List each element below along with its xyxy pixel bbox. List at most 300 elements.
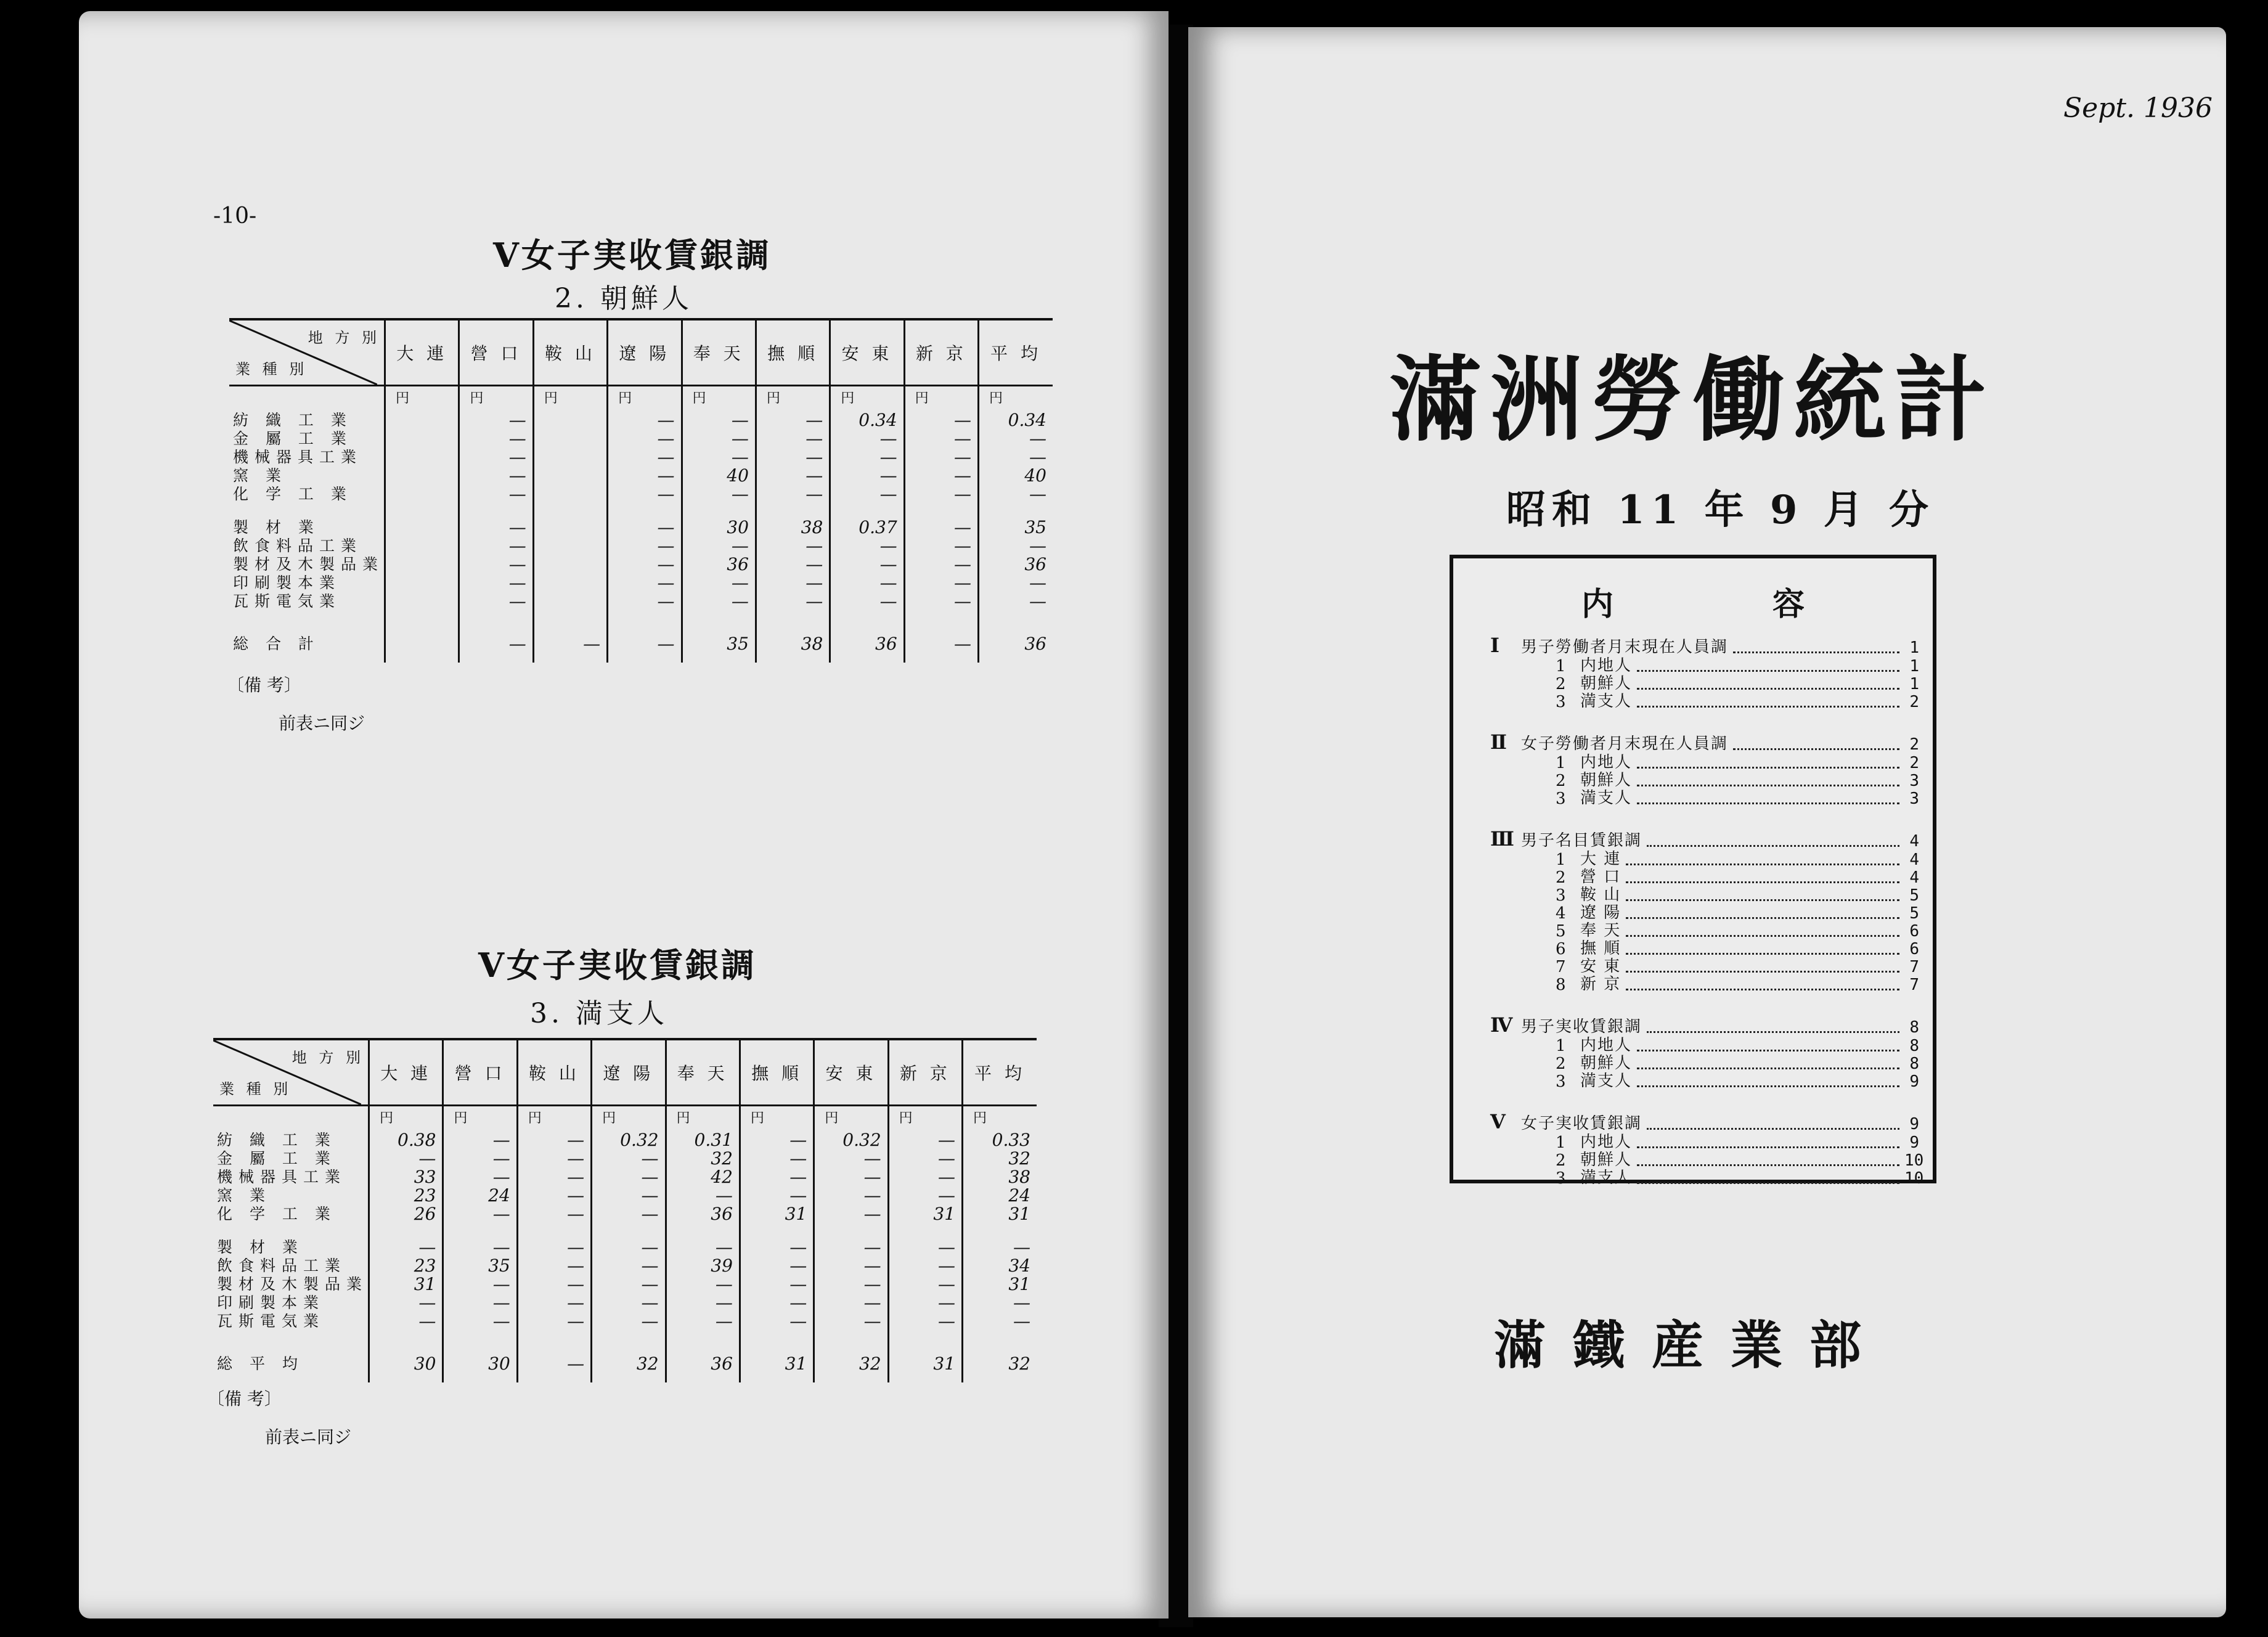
toc-item-title: 朝鮮人 (1580, 771, 1633, 790)
row-label: 化 学 工 業 (233, 485, 353, 503)
spacer-cell (592, 1331, 666, 1345)
row-label: 金 屬 工 業 (233, 430, 353, 447)
value-cell (385, 574, 459, 592)
toc-page-number: 3 (1909, 772, 1919, 790)
toc-leader-dots (1626, 953, 1899, 955)
toc-leader-dots (1637, 688, 1899, 690)
value-cell: — (740, 1186, 814, 1205)
value-cell: 38 (963, 1168, 1037, 1186)
table1-remark-label: 〔備 考〕 (227, 675, 301, 695)
spacer-cell (904, 611, 978, 626)
table-row (213, 1131, 1037, 1149)
value-cell: — (666, 1238, 740, 1257)
value-cell: — (592, 1168, 666, 1186)
total-value-cell: 38 (756, 626, 830, 663)
table-row (213, 1186, 1037, 1205)
toc-section (1490, 827, 1919, 851)
toc-section-title: 男子勞働者月末現在人員調 (1521, 638, 1729, 656)
value-cell: — (443, 1294, 517, 1312)
toc-page-number: 2 (1909, 693, 1919, 711)
value-cell (385, 448, 459, 467)
toc-roman-numeral: Ⅱ (1490, 730, 1507, 754)
value-cell: — (979, 430, 1053, 448)
corner-region-label: 地 方 別 (292, 1049, 365, 1066)
value-cell: — (888, 1275, 962, 1294)
value-cell: — (517, 1131, 591, 1149)
toc-item (1490, 886, 1919, 905)
toc-item (1490, 958, 1919, 976)
toc-leader-dots (1637, 767, 1899, 769)
toc-item-title: 大 連 (1580, 850, 1621, 868)
value-cell: — (888, 1131, 962, 1149)
value-cell (533, 448, 607, 467)
total-value-cell: — (517, 1345, 591, 1382)
value-cell: — (592, 1275, 666, 1294)
toc-page-number: 5 (1909, 904, 1919, 923)
value-cell: — (888, 1312, 962, 1331)
table-row (213, 1275, 1037, 1294)
value-cell: 35 (979, 518, 1053, 537)
table2-remark-label: 〔備 考〕 (207, 1389, 282, 1409)
value-cell: — (517, 1168, 591, 1186)
value-cell (533, 518, 607, 537)
value-cell: — (459, 485, 533, 504)
toc-item-title: 遼 陽 (1580, 904, 1621, 922)
value-cell: — (814, 1238, 888, 1257)
toc-page-number: 1 (1909, 639, 1919, 657)
toc-item-number: 1 (1556, 657, 1566, 676)
value-cell: — (682, 448, 756, 467)
toc-item-title: 安 東 (1580, 957, 1621, 976)
value-cell: — (517, 1275, 591, 1294)
value-cell: — (904, 485, 978, 504)
value-cell: — (830, 430, 904, 448)
row-label: 瓦斯電気業 (233, 592, 341, 610)
value-cell: 31 (963, 1205, 1037, 1223)
value-cell: — (608, 574, 682, 592)
value-cell: — (830, 555, 904, 574)
value-cell: — (608, 485, 682, 504)
column-header: 奉 天 (682, 319, 756, 386)
issue-date: 昭和 11 年 9 月 分 (1506, 487, 1935, 533)
row-label: 紡 織 工 業 (217, 1131, 337, 1149)
toc-item-number: 3 (1556, 886, 1566, 905)
row-label: 印刷製本業 (233, 574, 341, 592)
value-cell: — (666, 1275, 740, 1294)
total-value-cell: — (608, 626, 682, 663)
table-row (229, 411, 1053, 430)
value-cell (385, 537, 459, 555)
table-row (229, 574, 1053, 592)
value-cell: — (756, 485, 830, 504)
column-header: 鞍 山 (533, 319, 607, 386)
toc-item (1490, 1072, 1919, 1091)
value-cell: — (740, 1312, 814, 1331)
publisher: 滿鐵産業部 (1494, 1315, 1889, 1376)
value-cell: 42 (666, 1168, 740, 1186)
toc-page-number: 4 (1909, 851, 1919, 869)
spacer-cell (979, 504, 1053, 518)
row-label: 製材及木製品業 (233, 555, 385, 573)
spacer-cell (385, 504, 459, 518)
unit-cell: 円 (592, 1106, 666, 1132)
table-row (229, 448, 1053, 467)
value-cell: — (888, 1149, 962, 1168)
value-cell: — (740, 1149, 814, 1168)
value-cell (533, 411, 607, 430)
toc-item (1490, 940, 1919, 958)
value-cell: 0.32 (814, 1131, 888, 1149)
value-cell: — (608, 448, 682, 467)
spacer-cell (830, 611, 904, 626)
value-cell: — (814, 1186, 888, 1205)
value-cell: 35 (443, 1257, 517, 1275)
toc-leader-dots (1637, 1182, 1899, 1184)
value-cell: — (756, 467, 830, 485)
total-value-cell: 32 (814, 1345, 888, 1382)
value-cell: — (740, 1131, 814, 1149)
value-cell: — (740, 1168, 814, 1186)
total-value-cell: 35 (682, 626, 756, 663)
table-corner (229, 319, 385, 386)
table2-title: Ⅴ女子実收賃銀調 (478, 945, 757, 985)
value-cell: — (740, 1257, 814, 1275)
value-cell: 31 (888, 1205, 962, 1223)
value-cell: — (443, 1168, 517, 1186)
total-row (229, 626, 1053, 663)
table-row (229, 537, 1053, 555)
toc-item-title: 朝鮮人 (1580, 1054, 1633, 1072)
spacer-cell (963, 1331, 1037, 1345)
value-cell: — (608, 555, 682, 574)
column-header: 安 東 (830, 319, 904, 386)
spacer-cell (517, 1331, 591, 1345)
column-header: 大 連 (385, 319, 459, 386)
toc-leader-dots (1733, 651, 1899, 653)
value-cell: — (963, 1312, 1037, 1331)
spacer-cell (666, 1331, 740, 1345)
value-cell: — (814, 1275, 888, 1294)
value-cell: — (517, 1238, 591, 1257)
toc-leader-dots (1637, 1164, 1899, 1166)
spacer-cell (229, 504, 385, 518)
toc-roman-numeral: Ⅳ (1490, 1013, 1513, 1037)
toc-item-number: 4 (1556, 904, 1566, 923)
toc-page-number: 9 (1909, 1072, 1919, 1091)
table1-title: Ⅴ女子実收賃銀調 (493, 235, 772, 275)
toc-item (1490, 1037, 1919, 1055)
toc-item-title: 朝鮮人 (1580, 1151, 1633, 1169)
value-cell: — (443, 1275, 517, 1294)
value-cell: 36 (979, 555, 1053, 574)
value-cell: — (682, 430, 756, 448)
contents-heading: 内 容 (1581, 586, 1879, 623)
toc-item-title: 新 京 (1580, 975, 1621, 994)
toc-section (1490, 1013, 1919, 1037)
toc-item-title: 内地人 (1580, 1036, 1633, 1055)
value-cell: — (756, 430, 830, 448)
value-cell: — (443, 1131, 517, 1149)
toc-item-number: 3 (1556, 790, 1566, 808)
row-label: 紡 織 工 業 (233, 411, 353, 429)
value-cell: — (904, 592, 978, 611)
table2-remark: 前表ニ同ジ (265, 1427, 352, 1447)
toc-item (1490, 1169, 1924, 1188)
toc-section-title: 男子実收賃銀調 (1521, 1018, 1642, 1036)
unit-row (229, 386, 1053, 412)
value-cell: — (517, 1312, 591, 1331)
value-cell: — (592, 1238, 666, 1257)
spacer-cell (443, 1331, 517, 1345)
table-row (213, 1294, 1037, 1312)
value-cell: 33 (369, 1168, 443, 1186)
value-cell: — (904, 430, 978, 448)
toc-item (1490, 1133, 1919, 1152)
value-cell: 0.34 (830, 411, 904, 430)
unit-cell: 円 (740, 1106, 814, 1132)
total-value-cell: 31 (740, 1345, 814, 1382)
unit-cell: 円 (963, 1106, 1037, 1132)
column-header: 新 京 (888, 1039, 962, 1106)
value-cell (533, 555, 607, 574)
wage-table-manchurian (213, 1038, 1037, 1382)
value-cell (385, 592, 459, 611)
value-cell: — (592, 1186, 666, 1205)
total-value-cell: — (904, 626, 978, 663)
value-cell: — (666, 1312, 740, 1331)
unit-cell: 円 (979, 386, 1053, 412)
toc-item-title: 内地人 (1580, 753, 1633, 772)
value-cell: — (888, 1168, 962, 1186)
value-cell: 40 (682, 467, 756, 485)
value-cell (533, 592, 607, 611)
toc-page-number: 8 (1909, 1037, 1919, 1055)
toc-leader-dots (1626, 917, 1899, 919)
value-cell: 32 (666, 1149, 740, 1168)
unit-cell: 円 (385, 386, 459, 412)
toc-item-title: 内地人 (1580, 1133, 1633, 1151)
value-cell: — (517, 1294, 591, 1312)
row-label (229, 386, 385, 412)
value-cell: — (608, 592, 682, 611)
value-cell: 38 (756, 518, 830, 537)
toc-leader-dots (1637, 802, 1899, 804)
value-cell: — (904, 467, 978, 485)
spacer-cell (369, 1223, 443, 1238)
toc-page-number: 10 (1904, 1151, 1924, 1170)
table-row (229, 485, 1053, 504)
value-cell: — (756, 555, 830, 574)
spacer-cell (533, 504, 607, 518)
toc-leader-dots (1637, 1068, 1899, 1069)
table-of-contents (1450, 555, 1936, 1188)
value-cell: — (904, 555, 978, 574)
toc-page-number: 1 (1909, 675, 1919, 693)
toc-item (1490, 675, 1919, 693)
toc-item-number: 1 (1556, 1037, 1566, 1055)
value-cell: — (459, 467, 533, 485)
document-title: 滿洲勞働統計 (1389, 346, 1996, 454)
corner-region-label: 地 方 別 (308, 329, 381, 346)
handwritten-date-note: Sept. 1936 (2063, 92, 2213, 124)
value-cell: — (682, 592, 756, 611)
spacer-row (213, 1331, 1037, 1345)
value-cell (533, 430, 607, 448)
toc-item-number: 1 (1556, 754, 1566, 772)
column-header: 平 均 (979, 319, 1053, 386)
table-row (229, 430, 1053, 448)
table-row (213, 1238, 1037, 1257)
spacer-cell (888, 1331, 962, 1345)
table-row (229, 555, 1053, 574)
unit-cell: 円 (666, 1106, 740, 1132)
toc-leader-dots (1626, 989, 1899, 990)
spacer-cell (459, 504, 533, 518)
toc-item-number: 2 (1556, 1055, 1566, 1073)
table-row (229, 518, 1053, 537)
value-cell: — (904, 411, 978, 430)
value-cell: — (459, 430, 533, 448)
value-cell: — (904, 537, 978, 555)
toc-item-number: 1 (1556, 1133, 1566, 1152)
value-cell: — (443, 1312, 517, 1331)
spacer-row (229, 611, 1053, 626)
toc-page-number: 8 (1909, 1055, 1919, 1073)
value-cell: — (979, 448, 1053, 467)
toc-page-number: 10 (1904, 1169, 1924, 1188)
value-cell: — (369, 1294, 443, 1312)
column-header: 撫 順 (756, 319, 830, 386)
page-number: -10- (213, 203, 257, 229)
value-cell (533, 537, 607, 555)
spacer-cell (740, 1331, 814, 1345)
toc-item-title: 撫 順 (1580, 939, 1621, 958)
value-cell: 0.33 (963, 1131, 1037, 1149)
value-cell: — (979, 592, 1053, 611)
toc-leader-dots (1733, 748, 1899, 750)
value-cell: 31 (740, 1205, 814, 1223)
value-cell: — (369, 1149, 443, 1168)
value-cell: 0.38 (369, 1131, 443, 1149)
toc-page-number: 6 (1909, 940, 1919, 958)
spacer-cell (963, 1223, 1037, 1238)
value-cell: — (814, 1149, 888, 1168)
value-cell: — (459, 555, 533, 574)
value-cell: — (740, 1275, 814, 1294)
column-header: 遼 陽 (608, 319, 682, 386)
value-cell: — (666, 1186, 740, 1205)
total-value-cell: 32 (592, 1345, 666, 1382)
toc-leader-dots (1637, 706, 1899, 708)
total-row (213, 1345, 1037, 1382)
spacer-cell (229, 611, 385, 626)
unit-cell: 円 (756, 386, 830, 412)
toc-leader-dots (1626, 881, 1899, 883)
value-cell: — (756, 592, 830, 611)
row-label: 窯 業 (217, 1186, 271, 1204)
value-cell: 0.31 (666, 1131, 740, 1149)
toc-item-number: 3 (1556, 1169, 1566, 1188)
toc-page-number: 8 (1909, 1018, 1919, 1037)
table2-subtitle: 3. 満支人 (530, 998, 668, 1029)
column-header: 營 口 (443, 1039, 517, 1106)
toc-item-number: 6 (1556, 940, 1566, 958)
value-cell: — (592, 1149, 666, 1168)
value-cell: 34 (963, 1257, 1037, 1275)
row-label (213, 1106, 369, 1132)
toc-section-title: 男子名目賃銀調 (1521, 831, 1642, 850)
column-header: 平 均 (963, 1039, 1037, 1106)
toc-item-title: 營 口 (1580, 868, 1621, 886)
value-cell: — (443, 1205, 517, 1223)
column-header: 奉 天 (666, 1039, 740, 1106)
spacer-cell (213, 1223, 369, 1238)
column-header: 營 口 (459, 319, 533, 386)
value-cell: — (830, 485, 904, 504)
value-cell: — (666, 1294, 740, 1312)
value-cell: — (459, 537, 533, 555)
corner-industry-label: 業 種 別 (219, 1080, 292, 1098)
table-row (213, 1257, 1037, 1275)
value-cell: 23 (369, 1257, 443, 1275)
value-cell: 0.32 (592, 1131, 666, 1149)
toc-leader-dots (1637, 1050, 1899, 1051)
table-row (213, 1205, 1037, 1223)
unit-cell: 円 (814, 1106, 888, 1132)
toc-item-title: 満支人 (1580, 1072, 1633, 1090)
value-cell: — (830, 574, 904, 592)
toc-leader-dots (1637, 670, 1899, 672)
value-cell: — (740, 1294, 814, 1312)
value-cell: 0.37 (830, 518, 904, 537)
total-label: 総 平 均 (217, 1355, 304, 1373)
spacer-cell (369, 1331, 443, 1345)
toc-leader-dots (1626, 935, 1899, 937)
value-cell: — (443, 1238, 517, 1257)
unit-cell: 円 (443, 1106, 517, 1132)
spacer-cell (756, 611, 830, 626)
value-cell: — (904, 518, 978, 537)
value-cell: — (517, 1186, 591, 1205)
value-cell: — (608, 411, 682, 430)
toc-item-title: 満支人 (1580, 789, 1633, 807)
unit-cell: 円 (608, 386, 682, 412)
toc-item-number: 2 (1556, 1151, 1566, 1170)
value-cell: — (459, 592, 533, 611)
value-cell: 36 (682, 555, 756, 574)
toc-page-number: 2 (1909, 735, 1919, 754)
toc-item-title: 満支人 (1580, 1169, 1633, 1187)
toc-section-title: 女子実收賃銀調 (1521, 1114, 1642, 1133)
unit-cell: 円 (888, 1106, 962, 1132)
toc-item-number: 2 (1556, 675, 1566, 693)
total-value-cell: 36 (830, 626, 904, 663)
value-cell: — (517, 1149, 591, 1168)
value-cell: — (369, 1312, 443, 1331)
value-cell (533, 485, 607, 504)
value-cell (385, 555, 459, 574)
row-label: 窯 業 (233, 467, 287, 484)
total-value-cell (385, 626, 459, 663)
toc-item (1490, 1055, 1919, 1073)
value-cell (385, 430, 459, 448)
toc-page-number: 5 (1909, 886, 1919, 905)
spacer-cell (682, 611, 756, 626)
value-cell: — (830, 448, 904, 467)
value-cell (385, 467, 459, 485)
column-header: 撫 順 (740, 1039, 814, 1106)
toc-section-title: 女子勞働者月末現在人員調 (1521, 735, 1729, 753)
